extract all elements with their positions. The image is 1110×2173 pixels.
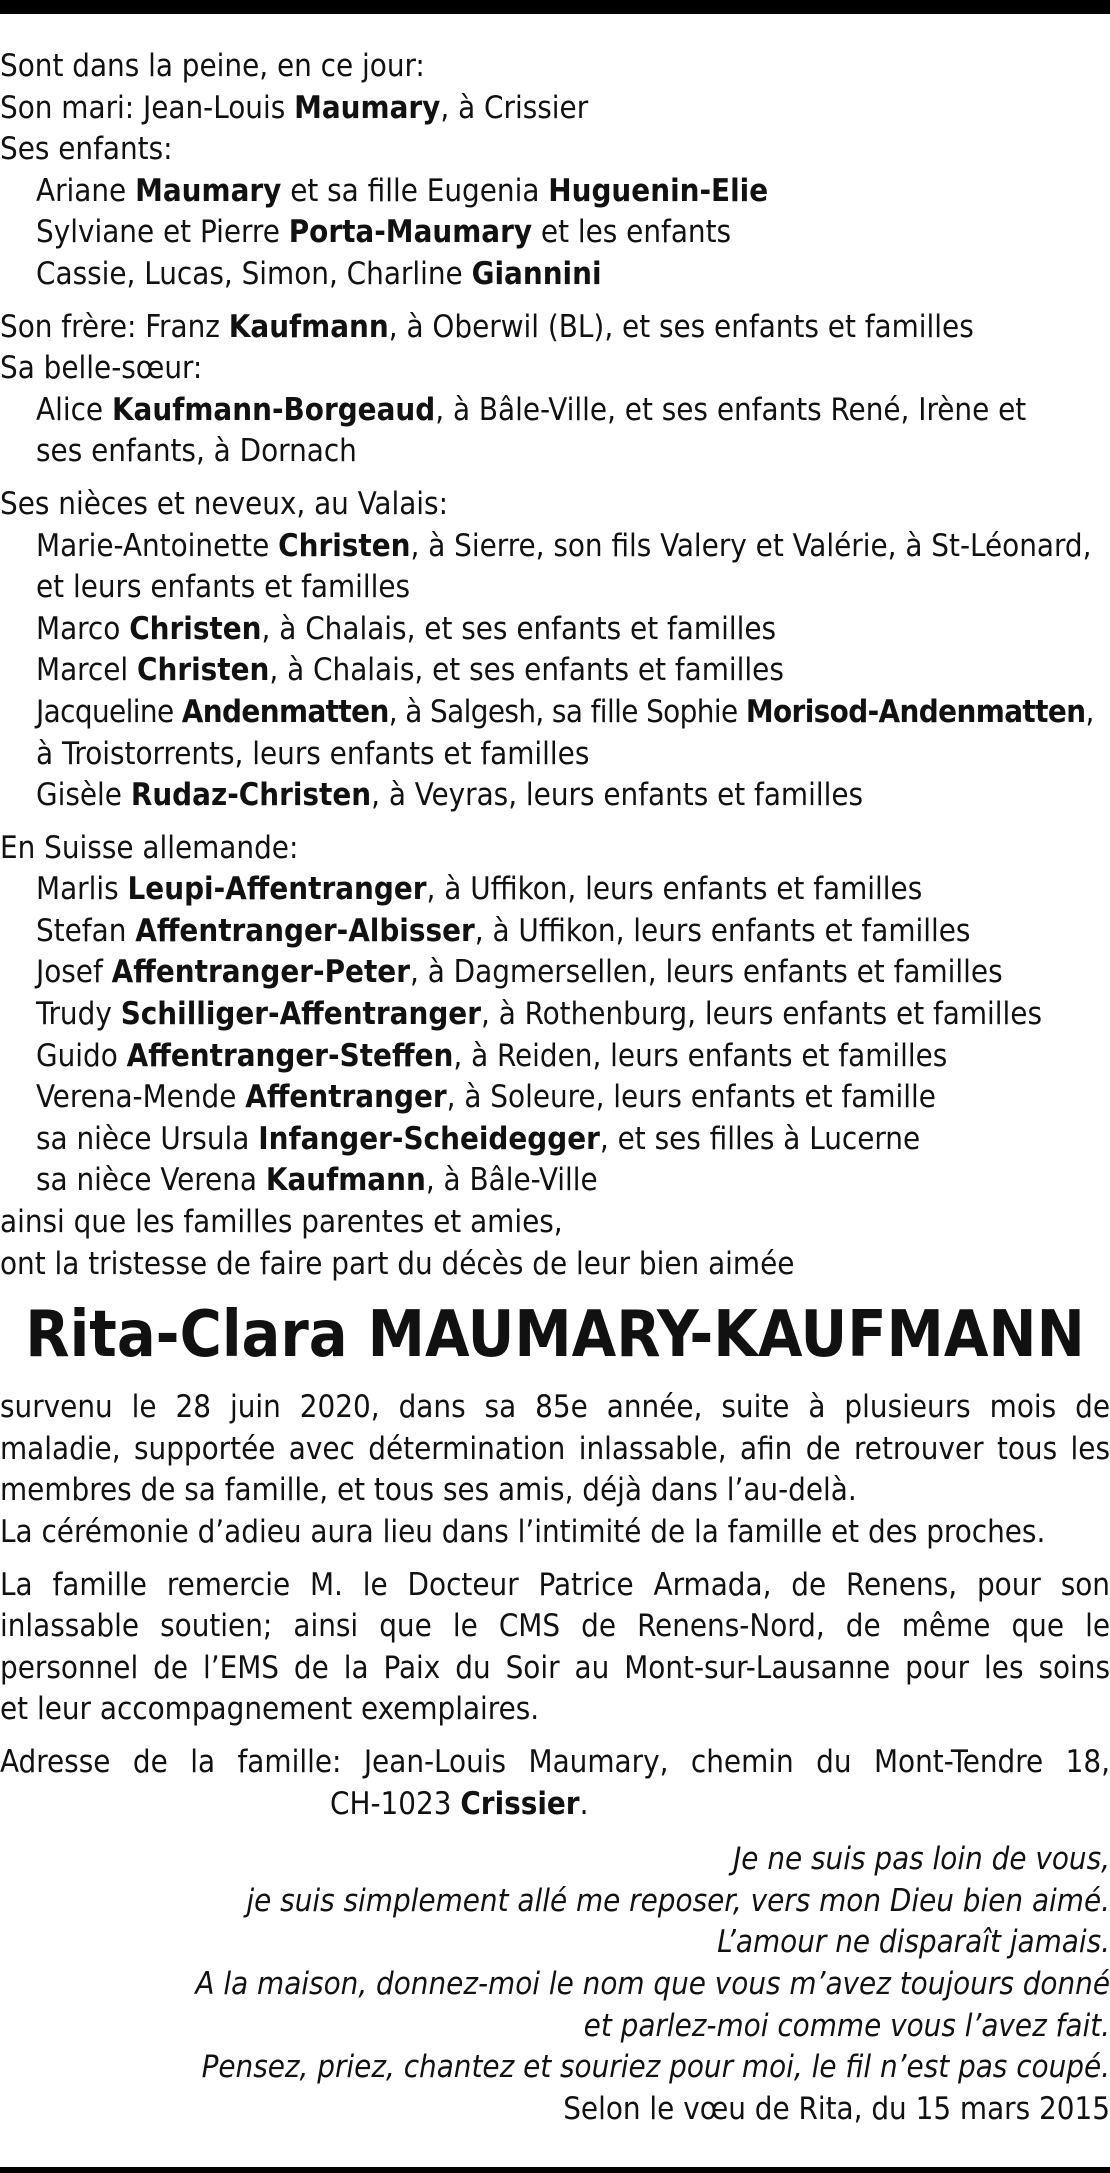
child-line-1 bbox=[0, 171, 1110, 213]
death-line-1: survenu le 28 juin 2020, dans sa 85e année, suite à plusieurs mois de bbox=[0, 1389, 1110, 1426]
sister-in-law-line bbox=[0, 390, 1110, 432]
sg-4-place: , à Rothenburg, leurs enfants et familles bbox=[480, 996, 1042, 1033]
valais-1-place: , à Sierre, son fils Valery et Valérie, à St-Léonard, bbox=[410, 527, 1092, 564]
sg-5-surname: Affentranger-Steffen bbox=[126, 1037, 454, 1074]
valais-line-5 bbox=[0, 775, 1110, 817]
child-1-surname-2: Huguenin-Elie bbox=[548, 172, 769, 209]
sg-6-surname: Affentranger bbox=[245, 1079, 447, 1116]
valais-5-place: , à Veyras, leurs enfants et familles bbox=[371, 777, 864, 814]
valais-5-text: Gisèle bbox=[36, 777, 131, 814]
obituary-notice bbox=[0, 46, 1110, 2130]
sister-in-law-text: Alice bbox=[36, 391, 112, 428]
death-line-2: maladie, supportée avec détermination inlassable, afin de retrouver tous les bbox=[0, 1430, 1110, 1467]
sg-7-place: , et ses filles à Lucerne bbox=[599, 1120, 921, 1157]
child-1-text-2: et sa fille Eugenia bbox=[281, 172, 549, 209]
sg-7-text: sa nièce Ursula bbox=[36, 1120, 259, 1157]
valais-3-surname: Christen bbox=[137, 652, 270, 689]
sg-4-text: Trudy bbox=[36, 996, 121, 1033]
thanks-line-3: personnel de l’EMS de la Paix du Soir au Mont-sur-Lausanne pour les soins bbox=[0, 1649, 1110, 1686]
valais-line-1 bbox=[0, 526, 1110, 568]
swiss-german-line-6 bbox=[0, 1077, 1110, 1119]
valais-2-place: , à Chalais, et ses enfants et familles bbox=[261, 610, 777, 647]
thanks-line-4: et leur accompagnement exemplaires. bbox=[0, 1691, 540, 1728]
address-postcode: CH-1023 bbox=[330, 1785, 461, 1822]
sg-5-text: Guido bbox=[36, 1037, 127, 1074]
valais-2-text: Marco bbox=[36, 610, 130, 647]
poem-line-5: et parlez-moi comme vous l’avez fait. bbox=[583, 2007, 1110, 2044]
poem-line-2: je suis simplement allé me reposer, vers mon Dieu bien aimé. bbox=[246, 1882, 1110, 1919]
valais-1-text: Marie-Antoinette bbox=[36, 527, 279, 564]
valais-4-surname: Andenmatten bbox=[181, 693, 389, 730]
sister-in-law-place: , à Bâle-Ville, et ses enfants René, Irène et bbox=[435, 391, 1027, 428]
sg-2-text: Stefan bbox=[36, 912, 136, 949]
sg-6-place: , à Soleure, leurs enfants et famille bbox=[446, 1079, 936, 1116]
poem-line-4: A la maison, donnez-moi le nom que vous m’avez toujours donné bbox=[195, 1965, 1110, 2002]
valais-4-comma: , bbox=[1085, 693, 1094, 730]
valais-4-place: , à Salgesh, sa fille Sophie bbox=[388, 693, 746, 730]
brother-place: , à Oberwil (BL), et ses enfants et familles bbox=[388, 308, 974, 345]
sg-8-surname: Kaufmann bbox=[265, 1162, 426, 1199]
valais-heading: Ses nièces et neveux, au Valais: bbox=[0, 485, 448, 522]
sg-3-place: , à Dagmersellen, leurs enfants et familles bbox=[409, 954, 1003, 991]
sister-in-law-surname: Kaufmann-Borgeaud bbox=[111, 391, 436, 428]
swiss-german-line-8 bbox=[0, 1160, 1110, 1202]
swiss-german-line-4 bbox=[0, 994, 1110, 1036]
swiss-german-line-5 bbox=[0, 1036, 1110, 1078]
swiss-german-line-7 bbox=[0, 1119, 1110, 1161]
valais-5-surname: Rudaz-Christen bbox=[130, 777, 372, 814]
valais-line-3 bbox=[0, 650, 1110, 692]
child-1-text: Ariane bbox=[36, 172, 136, 209]
valais-line-1-continuation: et leurs enfants et familles bbox=[36, 569, 411, 606]
valais-1-surname: Christen bbox=[278, 527, 411, 564]
child-line-2 bbox=[0, 212, 1110, 254]
sg-1-place: , à Uffikon, leurs enfants et familles bbox=[426, 871, 923, 908]
children-heading: Ses enfants: bbox=[0, 131, 173, 168]
deceased-name: Rita-Clara MAUMARY-KAUFMANN bbox=[25, 1298, 1085, 1373]
valais-line-4-continuation: à Troistorrents, leurs enfants et familles bbox=[36, 735, 590, 772]
sg-6-text: Verena-Mende bbox=[36, 1079, 246, 1116]
address-town: Crissier bbox=[460, 1785, 580, 1822]
brother-surname: Kaufmann bbox=[228, 308, 389, 345]
bottom-border-rule bbox=[0, 2167, 1110, 2173]
sg-5-place: , à Reiden, leurs enfants et familles bbox=[453, 1037, 948, 1074]
brother-text: Son frère: Franz bbox=[0, 308, 229, 345]
address-period: . bbox=[579, 1785, 589, 1822]
valais-3-place: , à Chalais, et ses enfants et familles bbox=[269, 652, 784, 689]
valais-line-4 bbox=[0, 692, 1110, 734]
child-2-text-2: et les enfants bbox=[532, 214, 732, 251]
sg-2-place: , à Uffikon, leurs enfants et familles bbox=[474, 912, 971, 949]
sg-2-surname: Affentranger-Albisser bbox=[135, 912, 475, 949]
husband-text: Son mari: Jean-Louis bbox=[0, 89, 295, 126]
child-2-text: Sylviane et Pierre bbox=[36, 214, 289, 251]
address-line-1: Adresse de la famille: Jean-Louis Maumary, chemin du Mont-Tendre 18, bbox=[0, 1743, 1110, 1780]
signature-line: Selon le vœu de Rita, du 15 mars 2015 bbox=[563, 2090, 1110, 2127]
sg-4-surname: Schilliger-Affentranger bbox=[120, 996, 481, 1033]
child-2-surname: Porta-Maumary bbox=[288, 214, 533, 251]
child-3-surname: Giannini bbox=[471, 255, 602, 292]
valais-4-text: Jacqueline bbox=[36, 693, 182, 730]
closing-line-2: ont la tristesse de faire part du décès de leur bien aimée bbox=[0, 1245, 795, 1282]
valais-2-surname: Christen bbox=[129, 610, 262, 647]
thanks-line-1: La famille remercie M. le Docteur Patrice Armada, de Renens, pour son bbox=[0, 1566, 1110, 1603]
address-line-2 bbox=[0, 1784, 1110, 1826]
ceremony-line: La cérémonie d’adieu aura lieu dans l’intimité de la famille et des proches. bbox=[0, 1514, 1046, 1550]
sister-in-law-heading: Sa belle-sœur: bbox=[0, 350, 203, 387]
intro-line: Sont dans la peine, en ce jour: bbox=[0, 48, 425, 84]
poem-line-3: L’amour ne disparaît jamais. bbox=[717, 1924, 1110, 1961]
valais-4-surname-2: Morisod-Andenmatten bbox=[745, 693, 1086, 730]
closing-line-1: ainsi que les familles parentes et amies, bbox=[0, 1204, 563, 1241]
sg-8-place: , à Bâle-Ville bbox=[425, 1162, 598, 1199]
valais-line-2 bbox=[0, 609, 1110, 651]
child-1-surname: Maumary bbox=[135, 172, 282, 209]
swiss-german-heading: En Suisse allemande: bbox=[0, 829, 299, 866]
poem-line-1: Je ne suis pas loin de vous, bbox=[733, 1841, 1110, 1878]
husband-surname: Maumary bbox=[294, 89, 441, 126]
sg-7-surname: Infanger-Scheidegger bbox=[258, 1120, 600, 1157]
sg-1-text: Marlis bbox=[36, 871, 128, 908]
brother-line bbox=[0, 307, 1110, 349]
sister-in-law-continuation: ses enfants, à Dornach bbox=[36, 433, 357, 470]
sg-3-text: Josef bbox=[36, 954, 112, 991]
swiss-german-line-2 bbox=[0, 911, 1110, 953]
thanks-line-2: inlassable soutien; ainsi que le CMS de Renens-Nord, de même que le bbox=[0, 1608, 1110, 1645]
sg-3-surname: Affentranger-Peter bbox=[111, 954, 410, 991]
child-line-3 bbox=[0, 254, 1110, 296]
swiss-german-line-3 bbox=[0, 952, 1110, 994]
husband-line bbox=[0, 88, 1110, 130]
sg-8-text: sa nièce Verena bbox=[36, 1162, 266, 1199]
valais-3-text: Marcel bbox=[36, 652, 138, 689]
death-line-3: membres de sa famille, et tous ses amis, déjà dans l’au-delà. bbox=[0, 1472, 857, 1509]
child-3-text: Cassie, Lucas, Simon, Charline bbox=[36, 255, 472, 292]
husband-place: , à Crissier bbox=[440, 89, 589, 126]
top-border-rule bbox=[0, 0, 1110, 14]
swiss-german-line-1 bbox=[0, 869, 1110, 911]
poem-line-6: Pensez, priez, chantez et souriez pour moi, le fil n’est pas coupé. bbox=[201, 2049, 1110, 2086]
sg-1-surname: Leupi-Affentranger bbox=[127, 871, 427, 908]
